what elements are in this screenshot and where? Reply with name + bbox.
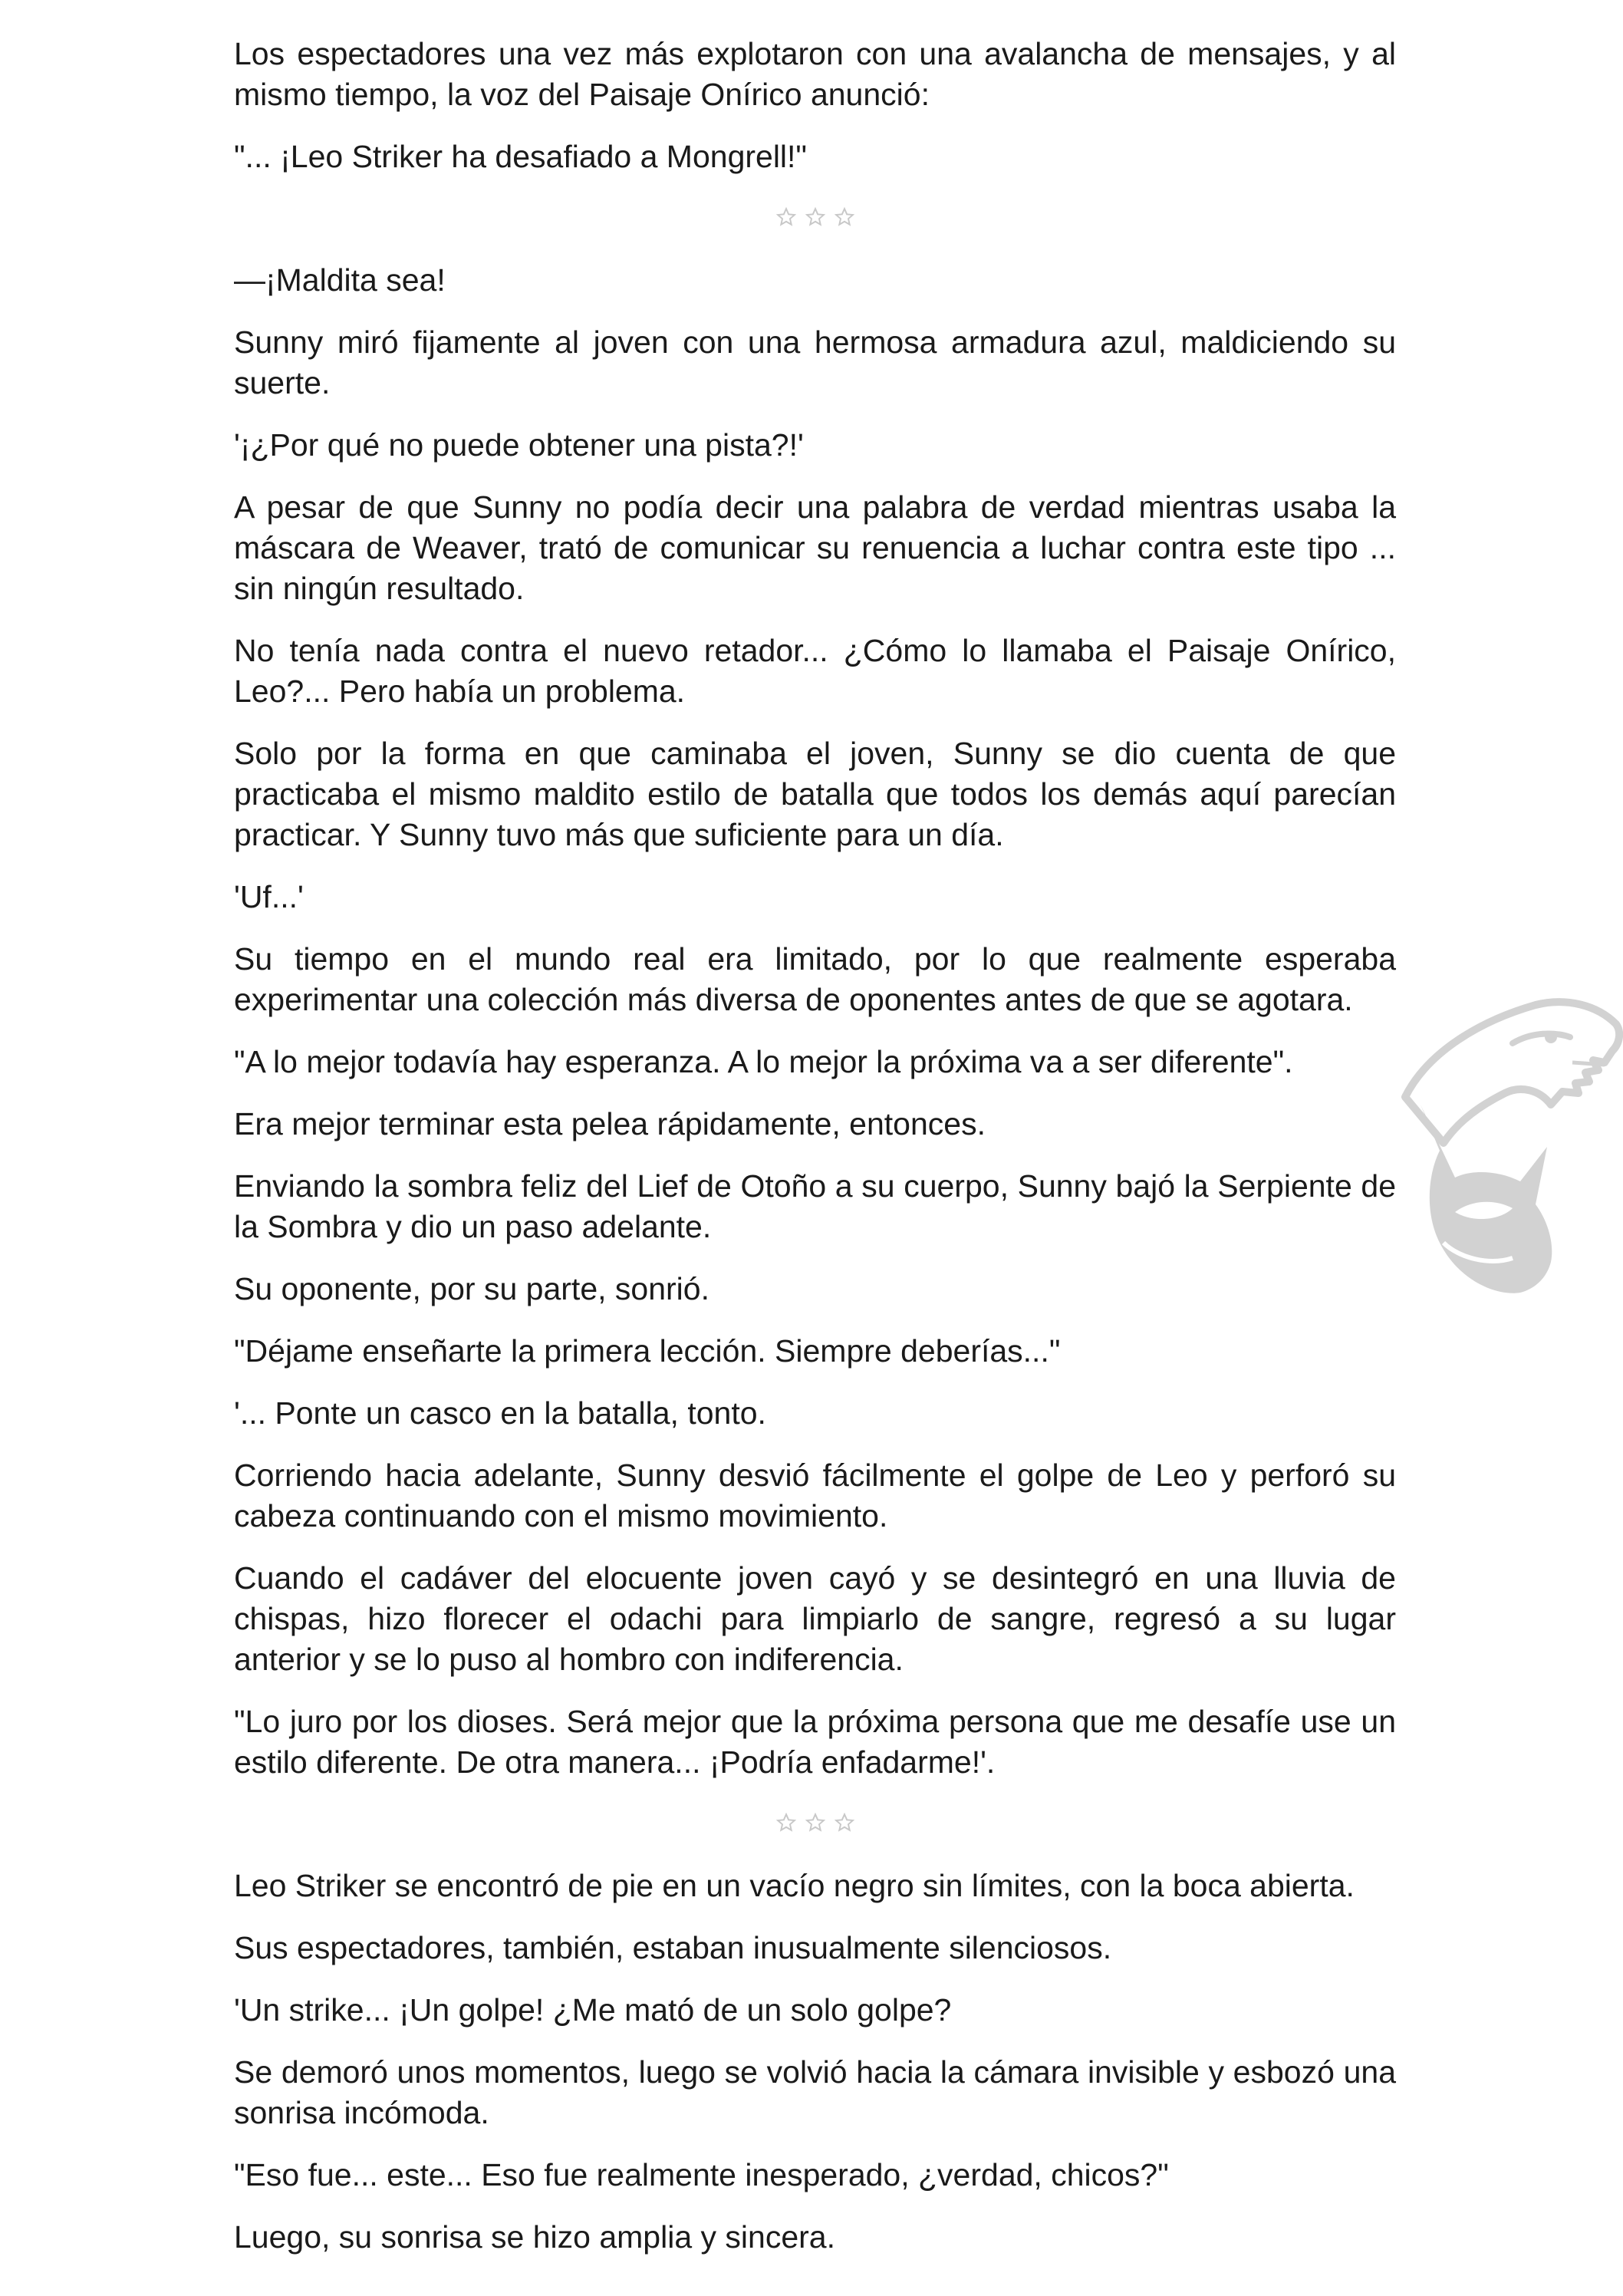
paragraph: Cuando el cadáver del elocuente joven cayó y se desintegró en una lluvia de chispas, hizo florecer el odachi para limpiarlo de sangre, regresó a su lugar anterior y se lo puso al hombro con indiferencia. [234, 1560, 1396, 1677]
paragraph: A pesar de que Sunny no podía decir una palabra de verdad mientras usaba la máscara de Weaver, trató de comunicar su renuencia a luchar contra este tipo ... sin ningún resultado. [234, 489, 1396, 606]
paragraph: Luego, su sonrisa se hizo amplia y sincera. [234, 2219, 835, 2255]
paragraph: Leo Striker se encontró de pie en un vacío negro sin límites, con la boca abierta. [234, 1868, 1355, 1903]
paragraph: Corriendo hacia adelante, Sunny desvió fácilmente el golpe de Leo y perforó su cabeza continuando con el mismo movimiento. [234, 1458, 1396, 1533]
star-icon [835, 1813, 854, 1833]
paragraph: Sus espectadores, también, estaban inusualmente silenciosos. [234, 1930, 1112, 1965]
section-3 [234, 1866, 1396, 2258]
document-page [234, 34, 1396, 2279]
paragraph: 'Uf...' [234, 879, 304, 914]
paragraph: "Lo juro por los dioses. Será mejor que la próxima persona que me desafíe use un estilo diferente. De otra manera... ¡Podría enfadarme!'. [234, 1704, 1396, 1780]
paragraph: Su tiempo en el mundo real era limitado, por lo que realmente esperaba experimentar una colección más diversa de oponentes antes de que se agotara. [234, 941, 1396, 1017]
paragraph: Su oponente, por su parte, sonrió. [234, 1271, 709, 1306]
star-icon [835, 207, 854, 227]
paragraph: Solo por la forma en que caminaba el joven, Sunny se dio cuenta de que practicaba el mismo maldito estilo de batalla que todos los demás aquí parecían practicar. Y Sunny tuvo más que suficiente para un día. [234, 736, 1396, 852]
paragraph: '¡¿Por qué no puede obtener una pista?!' [234, 427, 804, 463]
section-separator [234, 194, 1396, 240]
paragraph: "A lo mejor todavía hay esperanza. A lo mejor la próxima va a ser diferente". [234, 1044, 1293, 1079]
dinosaur-mask-watermark-icon [1397, 990, 1623, 1296]
section-separator [234, 1800, 1396, 1846]
star-icon [805, 1813, 825, 1833]
paragraph: Enviando la sombra feliz del Lief de Otoño a su cuerpo, Sunny bajó la Serpiente de la Sombra y dio un paso adelante. [234, 1168, 1396, 1244]
section-2 [234, 260, 1396, 1783]
paragraph: —¡Maldita sea! [234, 262, 446, 298]
star-icon [776, 1813, 796, 1833]
paragraph: Se demoró unos momentos, luego se volvió hacia la cámara invisible y esbozó una sonrisa incómoda. [234, 2054, 1396, 2130]
paragraph: No tenía nada contra el nuevo retador... ¿Cómo lo llamaba el Paisaje Onírico, Leo?... Pero había un problema. [234, 633, 1396, 709]
paragraph: Era mejor terminar esta pelea rápidamente, entonces. [234, 1106, 986, 1141]
paragraph: Los espectadores una vez más explotaron con una avalancha de mensajes, y al mismo tiempo, la voz del Paisaje Onírico anunció: [234, 36, 1396, 112]
star-icon [776, 207, 796, 227]
paragraph: '... Ponte un casco en la batalla, tonto. [234, 1395, 766, 1431]
paragraph: 'Un strike... ¡Un golpe! ¿Me mató de un solo golpe? [234, 1992, 952, 2028]
section-1 [234, 34, 1396, 177]
paragraph: "... ¡Leo Striker ha desafiado a Mongrell!" [234, 139, 807, 174]
paragraph: "Eso fue... este... Eso fue realmente inesperado, ¿verdad, chicos?" [234, 2157, 1169, 2192]
star-icon [805, 207, 825, 227]
paragraph: Sunny miró fijamente al joven con una hermosa armadura azul, maldiciendo su suerte. [234, 324, 1396, 400]
paragraph: "Déjame enseñarte la primera lección. Siempre deberías..." [234, 1333, 1061, 1369]
